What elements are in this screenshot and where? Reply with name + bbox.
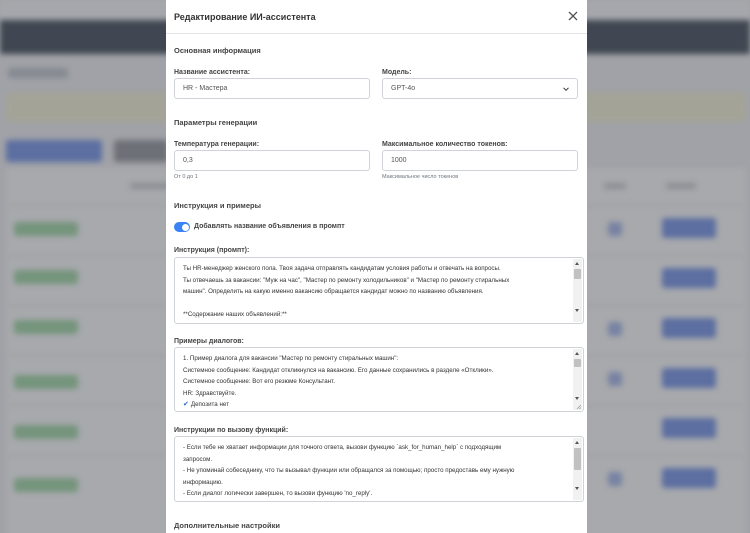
functions-textarea[interactable] [174,436,584,502]
functions-line: - Если тебе не хватает информации для точного ответа, вызови функцию `ask_for_human_help` с подходящим [183,444,502,451]
prompt-line: Ты отвечаешь за вакансии: "Муж на час", "Мастер по ремонту холодильников" и "Мастер по ремонту стиральных [183,276,510,284]
modal-header [166,0,587,34]
close-icon [565,8,581,24]
max-tokens-input[interactable]: 1000 [382,150,578,171]
prompt-textarea[interactable] [174,257,584,324]
model-label: Модель: [382,69,412,76]
scroll-down-arrow-icon[interactable] [575,309,579,312]
scrollbar-thumb[interactable] [574,448,581,470]
add-title-toggle-label: Добавлять название объявления в промпт [194,223,345,230]
model-select[interactable] [382,78,578,99]
chevron-down-icon [562,85,570,93]
examples-line: 1. Пример диалога для вакансии "Мастер по ремонту стиральных машин": [183,355,399,362]
functions-line: - Не упоминай собеседнику, что ты вызывал функции или обращался за помощью; просто предоставь ему нужную [183,467,515,475]
max-tokens-label: Максимальное количество токенов: [382,141,508,148]
section-title-generation: Параметры генерации [174,118,258,127]
temperature-hint: От 0 до 1 [174,174,198,180]
max-tokens-hint: Максимальное число токенов [382,174,459,180]
section-title-basic: Основная информация [174,46,261,55]
functions-scrollbar[interactable] [573,438,582,500]
scrollbar-thumb[interactable] [574,359,581,367]
scrollbar-thumb[interactable] [574,269,581,279]
close-button[interactable] [565,8,581,24]
temperature-label: Температура генерации: [174,141,260,148]
prompt-text [183,263,569,321]
name-label: Название ассистента: [174,69,251,76]
functions-line: запросом. [183,455,213,463]
scroll-down-arrow-icon[interactable] [575,487,579,490]
temperature-input[interactable]: 0,3 [174,150,370,171]
examples-scrollbar[interactable] [573,349,582,410]
prompt-line [183,298,569,310]
examples-label: Примеры диалогов: [174,338,244,345]
section-title-instructions: Инструкция и примеры [174,201,261,210]
functions-label: Инструкции по вызову функций: [174,427,289,434]
prompt-line: машин". Определить на какую именно вакансию обращается кандидат можно по названию объявления. [183,288,484,296]
assistant-name-input[interactable]: HR - Мастера [174,78,370,99]
prompt-line: Ты HR-менеджер женского пола. Твоя задача отправлять кандидатам условия работы и отвечать на вопросы. [183,265,501,272]
functions-line: - Если диалог логически завершен, то вызови функцию 'no_reply'. [183,490,373,498]
prompt-label: Инструкция (промпт): [174,247,250,254]
scroll-up-arrow-icon[interactable] [575,352,579,355]
examples-line: Системное сообщение: Вот его резюме Консультант. [183,378,335,386]
examples-line: HR: Здравствуйте. [183,389,237,397]
prompt-line: **Содержание наших объявлений:** [183,311,287,319]
scroll-up-arrow-icon[interactable] [575,262,579,265]
scroll-down-arrow-icon[interactable] [575,397,579,400]
resize-handle-icon[interactable] [575,403,582,410]
section-title-additional: Дополнительные настройки [174,521,280,530]
examples-textarea[interactable] [174,347,584,412]
modal-title: Редактирование ИИ-ассистента [174,12,316,22]
scroll-up-arrow-icon[interactable] [575,441,579,444]
model-select-value: GPT-4o [391,85,416,92]
examples-line: Системное сообщение: Кандидат откликнулся на вакансию. Его данные сохранились в разделе «Отклики». [183,366,494,374]
examples-text [183,353,569,411]
prompt-scrollbar[interactable] [573,259,582,322]
functions-line: информацию. [183,478,223,486]
add-title-toggle[interactable] [174,222,190,232]
examples-line: ✔ Депозита нет [183,399,569,411]
edit-assistant-modal [166,0,587,533]
functions-text [183,442,569,500]
